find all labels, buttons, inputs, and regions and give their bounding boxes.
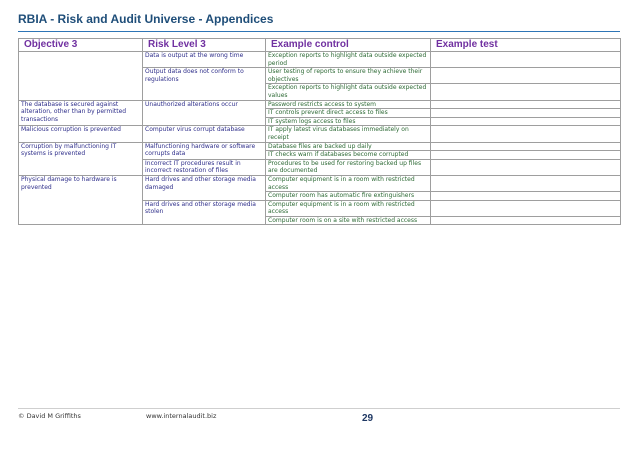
page-number: 29: [362, 413, 374, 424]
control-cell: Computer room is on a site with restricted access: [266, 216, 431, 225]
risk-cell: Hard drives and other storage media damaged: [143, 175, 266, 200]
table-header-row: [19, 39, 621, 52]
risk-cell: Computer virus corrupt database: [143, 126, 266, 142]
risk-table: [18, 38, 621, 225]
control-cell: Password restricts access to system: [266, 100, 431, 109]
risk-cell: Hard drives and other storage media stolen: [143, 200, 266, 225]
test-cell: [431, 175, 621, 191]
table-row: [19, 175, 621, 191]
column-header-test: Example test: [431, 39, 621, 52]
test-cell: [431, 216, 621, 225]
objective-cell: Malicious corruption is prevented: [19, 126, 143, 142]
header-divider: [18, 31, 620, 32]
objective-cell: Physical damage to hardware is prevented: [19, 175, 143, 225]
control-cell: Computer equipment is in a room with restricted access: [266, 200, 431, 216]
control-cell: Exception reports to highlight data outside expected period: [266, 52, 431, 68]
risk-cell: Unauthorized alterations occur: [143, 100, 266, 126]
footer-author: © David M Griffiths: [18, 412, 81, 420]
table-row: [19, 52, 621, 68]
test-cell: [431, 109, 621, 118]
objective-cell: The database is secured against alteration, other than by permitted transactions: [19, 100, 143, 126]
column-header-control: Example control: [266, 39, 431, 52]
test-cell: [431, 192, 621, 201]
control-cell: Exception reports to highlight data outside expected values: [266, 84, 431, 100]
control-cell: IT controls prevent direct access to files: [266, 109, 431, 118]
column-header-objective: Objective 3: [19, 39, 143, 52]
test-cell: [431, 200, 621, 216]
control-cell: Computer equipment is in a room with restricted access: [266, 175, 431, 191]
risk-cell: Malfunctioning hardware or software corrupts data: [143, 142, 266, 159]
test-cell: [431, 84, 621, 100]
table-row: [19, 100, 621, 109]
control-cell: IT checks warn if databases become corrupted: [266, 151, 431, 160]
footer-divider: [18, 408, 620, 409]
control-cell: User testing of reports to ensure they achieve their objectives: [266, 68, 431, 84]
control-cell: Database files are backed up daily: [266, 142, 431, 151]
page-title: RBIA - Risk and Audit Universe - Appendices: [18, 12, 274, 26]
risk-cell: Data is output at the wrong time: [143, 52, 266, 68]
control-cell: IT apply latest virus databases immediately on receipt: [266, 126, 431, 142]
test-cell: [431, 100, 621, 109]
risk-cell: Incorrect IT procedures result in incorrect restoration of files: [143, 159, 266, 175]
control-cell: Procedures to be used for restoring backed up files are documented: [266, 159, 431, 175]
table-row: [19, 126, 621, 142]
column-header-risk: Risk Level 3: [143, 39, 266, 52]
test-cell: [431, 117, 621, 126]
test-cell: [431, 142, 621, 151]
test-cell: [431, 52, 621, 68]
test-cell: [431, 159, 621, 175]
table-row: [19, 142, 621, 151]
control-cell: IT system logs access to files: [266, 117, 431, 126]
objective-cell: Corruption by malfunctioning IT systems is prevented: [19, 142, 143, 175]
footer-website: www.internalaudit.biz: [146, 412, 217, 420]
objective-cell: [19, 52, 143, 101]
test-cell: [431, 151, 621, 160]
risk-cell: Output data does not conform to regulations: [143, 68, 266, 100]
test-cell: [431, 68, 621, 84]
control-cell: Computer room has automatic fire extinguishers: [266, 192, 431, 201]
test-cell: [431, 126, 621, 142]
